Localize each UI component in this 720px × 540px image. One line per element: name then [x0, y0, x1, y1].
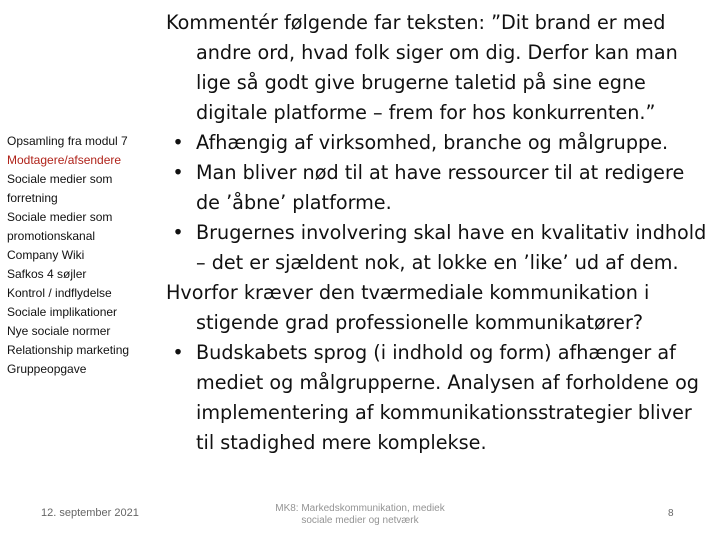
bullet-text: Brugernes involvering skal have en kvalitativ indhold – det er sjældent nok, at lokke en ’like’ ud af dem.	[196, 221, 707, 274]
bullet-text: Man bliver nød til at have ressourcer til at redigere de ’åbne’ platforme.	[196, 161, 685, 214]
outline-item-company-wiki[interactable]: Company Wiki	[7, 248, 85, 262]
outline-item-gruppeopgave[interactable]: Gruppeopgave	[7, 362, 87, 376]
footer-title-line: sociale medier og netværk	[301, 515, 419, 526]
bullet-dot-icon: •	[172, 341, 184, 364]
outline-item-normer[interactable]: Nye sociale normer	[7, 324, 111, 338]
outline-item-kontrol[interactable]: Kontrol / indflydelse	[7, 286, 112, 300]
footer-title	[250, 503, 470, 527]
bullet-text: Budskabets sprog (i indhold og form) afhænger af mediet og målgrupperne. Analysen af forholdene og implementering af kommunikationsstrategier bliver til stadighed mere komplekse.	[196, 341, 699, 454]
bullet-item	[166, 218, 714, 278]
bullet-dot-icon: •	[172, 131, 184, 154]
outline-item-promotionskanal[interactable]: Sociale medier som promotionskanal	[7, 210, 113, 243]
page-number: 8	[668, 508, 674, 519]
bullet-item	[166, 338, 714, 458]
bullet-item	[166, 128, 714, 158]
footer-date: 12. september 2021	[41, 507, 139, 519]
bullet-dot-icon: •	[172, 221, 184, 244]
outline-item-forretning[interactable]: Sociale medier som forretning	[7, 172, 113, 205]
outline-item-opsamling[interactable]: Opsamling fra modul 7	[7, 134, 128, 148]
outline-item-implikationer[interactable]: Sociale implikationer	[7, 305, 118, 319]
footer-title-line: MK8: Markedskommunikation, mediek	[275, 503, 445, 514]
bullet-item	[166, 158, 714, 218]
bullet-dot-icon: •	[172, 161, 184, 184]
slide-outline	[7, 132, 159, 379]
outline-item-safko[interactable]: Safkos 4 søjler	[7, 267, 87, 281]
question-paragraph: Hvorfor kræver den tværmediale kommunikation i stigende grad professionelle kommunikatører?	[166, 281, 650, 334]
outline-item-modtagere-afsendere[interactable]: Modtagere/afsendere	[7, 153, 122, 167]
intro-paragraph: Kommentér følgende far teksten: ”Dit brand er med andre ord, hvad folk siger om dig. Derfor kan man lige så godt give brugerne taletid på sine egne digitale platforme – frem for hos konkurrenten.”	[166, 11, 678, 124]
outline-item-relationship[interactable]: Relationship marketing	[7, 343, 130, 357]
bullet-text: Afhængig af virksomhed, branche og målgruppe.	[196, 131, 669, 154]
slide-body	[166, 8, 714, 458]
